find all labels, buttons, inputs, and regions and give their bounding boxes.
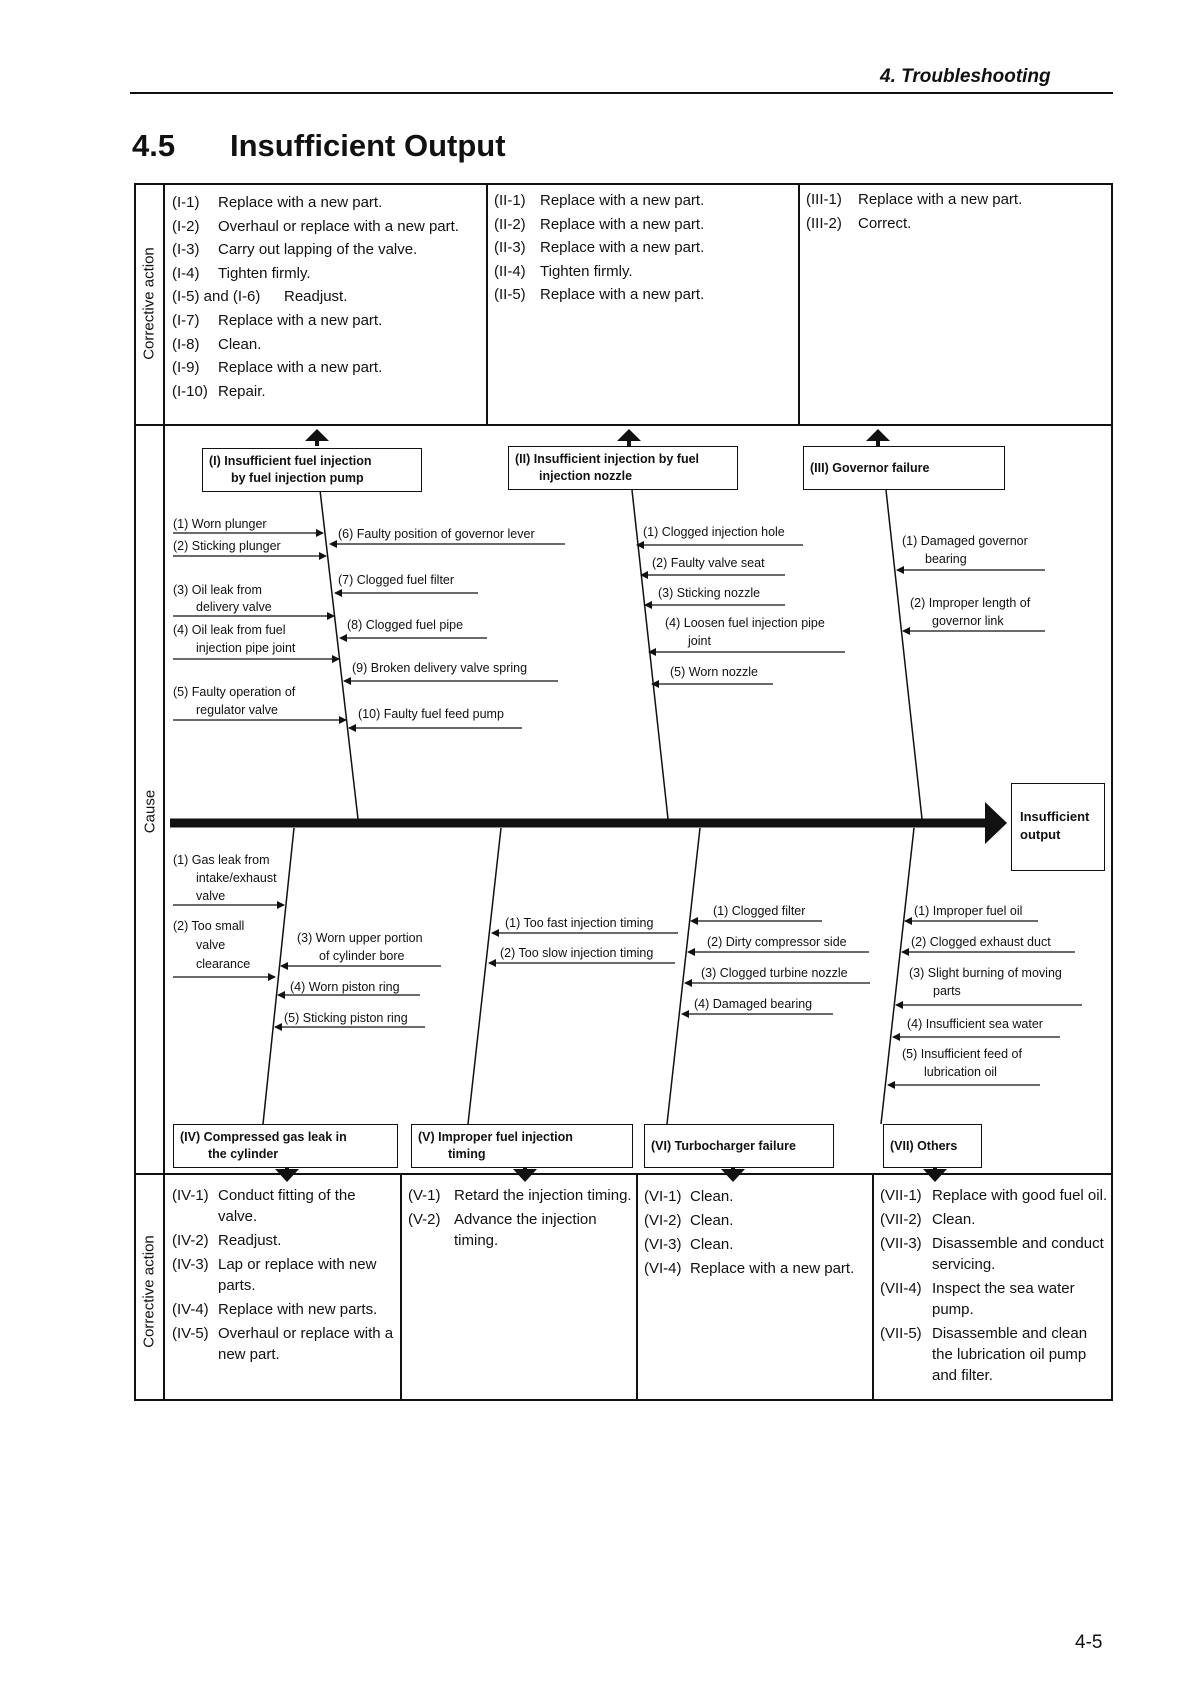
top-actions-col1 (172, 191, 484, 403)
cause-label: (5) Insufficient feed of (902, 1047, 1022, 1061)
action-text: Replace with a new part. (540, 239, 705, 257)
cause-label: (5) Faulty operation of (173, 685, 296, 699)
cause-label: regulator valve (196, 703, 278, 717)
top-actions-col2 (494, 189, 796, 307)
action-text: Replace with new parts. (218, 1301, 378, 1318)
action-code: (III-2) (806, 214, 842, 232)
action-code: (VII-2) (880, 1211, 922, 1228)
action-row (172, 215, 484, 239)
action-text: Carry out lapping of the valve. (218, 241, 418, 259)
effect-box (1011, 783, 1105, 871)
action-row (494, 213, 796, 237)
bottom-actions-col1 (172, 1185, 398, 1365)
cause-label: (1) Clogged injection hole (643, 525, 785, 539)
cause-label: (7) Clogged fuel filter (338, 573, 455, 587)
category-line: (I) Insufficient fuel injection (209, 454, 372, 468)
action-text: Inspect the sea water pump. (932, 1280, 1075, 1318)
cause-label: (8) Clogged fuel pipe (347, 618, 464, 632)
cause-label: (3) Clogged turbine nozzle (701, 966, 848, 980)
cause-label: (2) Too small (173, 919, 245, 933)
effect-line: Insufficient (1020, 809, 1090, 824)
action-code: (I-10) (172, 382, 208, 400)
action-code: (II-3) (494, 239, 526, 257)
category-line: the cylinder (208, 1147, 279, 1161)
action-code: (V-2) (408, 1211, 441, 1228)
category-line: injection nozzle (539, 469, 633, 483)
action-code: (I-9) (172, 359, 200, 377)
action-code: (II-1) (494, 192, 526, 209)
action-row (408, 1209, 633, 1251)
row-label-corrective-bottom: Corrective action (140, 1235, 158, 1348)
cause-label: valve (196, 889, 226, 903)
category-box-others (883, 1124, 982, 1168)
action-row (806, 212, 1106, 236)
cause-label: lubrication oil (924, 1065, 997, 1079)
action-code: (VI-4) (644, 1260, 682, 1277)
category-line: (IV) Compressed gas leak in (180, 1130, 347, 1144)
section-title: Insufficient Output (230, 128, 506, 163)
action-code: (I-5) and (I-6) (172, 288, 261, 306)
effect-line: output (1020, 827, 1061, 842)
action-code: (IV-3) (172, 1256, 209, 1273)
category-line: (VI) Turbocharger failure (651, 1139, 796, 1153)
action-text: Replace with a new part. (540, 192, 705, 209)
action-row (172, 356, 484, 380)
action-text: Clean. (932, 1211, 976, 1228)
action-row (172, 1185, 398, 1227)
top-actions-col3 (806, 188, 1106, 235)
action-code: (IV-1) (172, 1187, 209, 1204)
action-code: (I-8) (172, 335, 200, 353)
action-row (172, 285, 484, 309)
action-row (172, 1230, 398, 1251)
action-text: Overhaul or replace with a new part. (218, 217, 459, 235)
category-box-governor (803, 446, 1005, 490)
action-code: (VI-1) (644, 1188, 682, 1205)
action-text: Readjust. (284, 288, 348, 306)
category-line: (II) Insufficient injection by fuel (515, 452, 700, 466)
cause-label: (3) Sticking nozzle (658, 586, 761, 600)
category-line: timing (448, 1147, 486, 1161)
cause-label: (3) Slight burning of moving (909, 966, 1062, 980)
category-box-fuel-pump (202, 448, 422, 492)
cause-label: (10) Faulty fuel feed pump (358, 707, 504, 721)
action-row (172, 1254, 398, 1296)
action-row (494, 236, 796, 260)
action-row (880, 1323, 1108, 1386)
action-text: Repair. (218, 382, 266, 400)
cause-label: (5) Sticking piston ring (284, 1011, 408, 1025)
cause-label: (1) Improper fuel oil (914, 904, 1023, 918)
action-code: (II-4) (494, 262, 526, 280)
cause-label: (9) Broken delivery valve spring (352, 661, 528, 675)
action-row (172, 309, 484, 333)
action-text: Replace with a new part. (540, 286, 705, 304)
action-row (644, 1209, 872, 1233)
action-text: Clean. (690, 1236, 734, 1253)
action-row (172, 262, 484, 286)
action-row (644, 1185, 872, 1209)
action-code: (VI-3) (644, 1236, 682, 1253)
bottom-actions-col4 (880, 1185, 1108, 1386)
cause-label: (3) Oil leak from (173, 583, 262, 597)
cause-label: (2) Sticking plunger (173, 539, 281, 553)
cause-label: (2) Faulty valve seat (652, 556, 765, 570)
cause-label: (6) Faulty position of governor lever (338, 527, 535, 541)
bottom-actions-col3 (644, 1185, 872, 1281)
action-code: (I-2) (172, 217, 200, 235)
cause-label: (4) Damaged bearing (694, 997, 813, 1011)
action-code: (VII-3) (880, 1235, 922, 1252)
action-code: (VI-2) (644, 1212, 682, 1229)
action-text: Tighten firmly. (218, 264, 311, 282)
action-text: Replace with a new part. (690, 1260, 855, 1277)
action-row (644, 1233, 872, 1257)
cause-label: joint (688, 634, 711, 648)
action-text: Replace with a new part. (218, 359, 383, 377)
action-row (172, 1323, 398, 1365)
category-box-turbocharger (644, 1124, 834, 1168)
cause-label: (5) Worn nozzle (670, 665, 758, 679)
action-text: Retard the injection timing. (454, 1187, 632, 1204)
action-text: Replace with a new part. (858, 191, 1023, 208)
cause-label: injection pipe joint (196, 641, 296, 655)
action-row (172, 191, 484, 215)
row-label-corrective-top: Corrective action (140, 247, 158, 360)
action-row (172, 238, 484, 262)
action-text: Replace with good fuel oil. (932, 1187, 1108, 1204)
action-row (494, 189, 796, 213)
page-number: 4-5 (1075, 1632, 1103, 1653)
cause-label: bearing (925, 552, 967, 566)
action-row (172, 380, 484, 404)
category-line: (VII) Others (890, 1139, 958, 1153)
category-line: (III) Governor failure (810, 461, 930, 475)
cause-label: (4) Insufficient sea water (907, 1017, 1043, 1031)
action-row (494, 283, 796, 307)
action-row (880, 1233, 1108, 1275)
action-code: (IV-2) (172, 1232, 209, 1249)
action-code: (IV-5) (172, 1325, 209, 1342)
action-text: Clean. (218, 335, 262, 353)
action-code: (VII-5) (880, 1325, 922, 1342)
cause-label: (2) Improper length of (910, 596, 1031, 610)
cause-label: (1) Clogged filter (713, 904, 806, 918)
bottom-actions-col2 (408, 1185, 633, 1251)
action-text: Lap or replace with new parts. (218, 1256, 377, 1294)
cause-label: (4) Oil leak from fuel (173, 623, 286, 637)
action-text: Overhaul or replace with a new part. (218, 1325, 394, 1363)
action-row (806, 188, 1106, 212)
category-box-injection-nozzle (508, 446, 738, 490)
action-code: (II-5) (494, 286, 526, 304)
action-text: Disassemble and clean the lubrication oil pump and filter. (932, 1325, 1088, 1384)
cause-label: (1) Too fast injection timing (505, 916, 654, 930)
cause-label: (3) Worn upper portion (297, 931, 423, 945)
cause-label: (2) Clogged exhaust duct (911, 935, 1051, 949)
category-line: (V) Improper fuel injection (418, 1130, 573, 1144)
action-row (880, 1185, 1108, 1206)
action-code: (II-2) (494, 215, 526, 233)
cause-label: valve (196, 938, 226, 952)
action-text: Disassemble and conduct servicing. (932, 1235, 1104, 1273)
action-code: (I-4) (172, 264, 200, 282)
action-code: (VII-1) (880, 1187, 922, 1204)
action-row (408, 1185, 633, 1206)
action-text: Conduct fitting of the valve. (218, 1187, 356, 1225)
action-text: Tighten firmly. (540, 262, 633, 280)
cause-label: clearance (196, 957, 251, 971)
row-label-cause: Cause (141, 789, 159, 834)
section-number: 4.5 (132, 128, 176, 163)
cause-label: intake/exhaust (196, 871, 277, 885)
action-code: (I-1) (172, 194, 200, 211)
action-text: Replace with a new part. (218, 311, 383, 329)
cause-label: (1) Gas leak from (173, 853, 270, 867)
action-text: Correct. (858, 214, 912, 232)
category-line: by fuel injection pump (231, 471, 364, 485)
action-code: (V-1) (408, 1187, 441, 1204)
action-row (494, 260, 796, 284)
action-code: (I-3) (172, 241, 200, 259)
cause-label: (1) Damaged governor (902, 534, 1028, 548)
cause-label: (2) Dirty compressor side (707, 935, 847, 949)
action-code: (III-1) (806, 191, 842, 208)
cause-label: governor link (932, 614, 1004, 628)
action-row (644, 1257, 872, 1281)
cause-label: of cylinder bore (319, 949, 405, 963)
category-box-injection-timing (411, 1124, 633, 1168)
cause-label: (4) Worn piston ring (290, 980, 400, 994)
cause-label: parts (933, 984, 961, 998)
cause-label: (4) Loosen fuel injection pipe (665, 616, 825, 630)
cause-label: (1) Worn plunger (173, 517, 267, 531)
action-row (880, 1209, 1108, 1230)
action-row (880, 1278, 1108, 1320)
action-row (172, 333, 484, 357)
action-text: Clean. (690, 1188, 734, 1205)
action-text: Advance the injection timing. (454, 1211, 597, 1249)
category-box-gas-leak (173, 1124, 398, 1168)
action-text: Readjust. (218, 1232, 282, 1249)
action-code: (VII-4) (880, 1280, 922, 1297)
cause-label: (2) Too slow injection timing (500, 946, 654, 960)
action-text: Replace with a new part. (540, 215, 705, 233)
section-header: 4. Troubleshooting (880, 66, 1051, 87)
action-code: (I-7) (172, 311, 200, 329)
action-text: Clean. (690, 1212, 734, 1229)
action-code: (IV-4) (172, 1301, 209, 1318)
action-text: Replace with a new part. (218, 194, 383, 211)
cause-label: delivery valve (196, 600, 272, 614)
action-row (172, 1299, 398, 1320)
